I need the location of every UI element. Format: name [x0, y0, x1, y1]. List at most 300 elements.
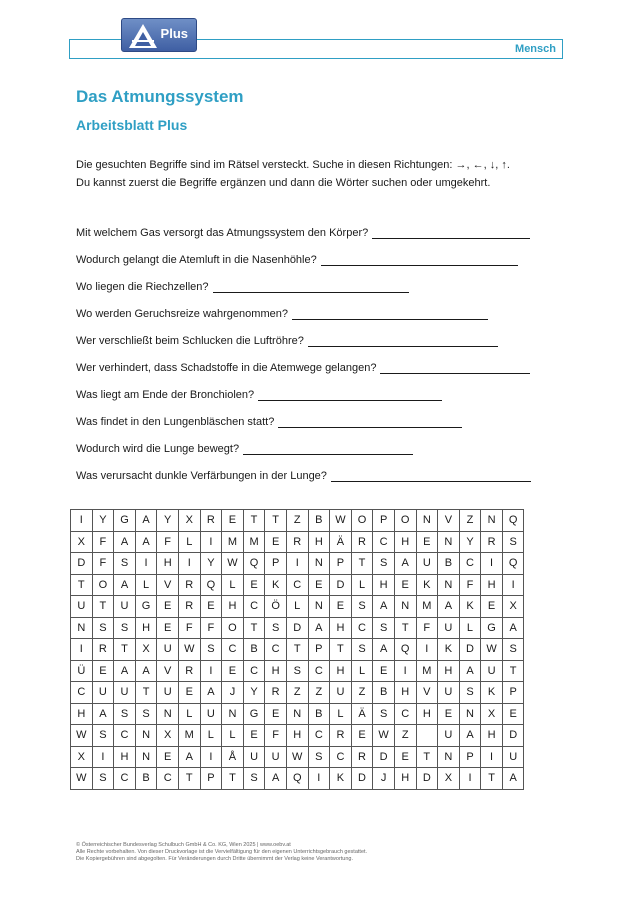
grid-cell[interactable]: A	[438, 596, 460, 618]
grid-cell[interactable]: A	[373, 596, 395, 618]
grid-cell[interactable]: E	[416, 531, 438, 553]
grid-cell[interactable]: C	[243, 660, 265, 682]
grid-cell[interactable]: E	[308, 574, 330, 596]
grid-cell[interactable]: N	[394, 596, 416, 618]
grid-cell[interactable]: J	[222, 682, 244, 704]
grid-cell[interactable]: V	[157, 574, 179, 596]
grid-cell[interactable]: C	[308, 660, 330, 682]
grid-cell[interactable]: T	[243, 617, 265, 639]
grid-cell[interactable]: Z	[286, 682, 308, 704]
grid-cell[interactable]: C	[222, 639, 244, 661]
grid-cell[interactable]: X	[71, 746, 93, 768]
question-text: Wo liegen die Riechzellen?	[76, 280, 209, 293]
grid-cell[interactable]: H	[135, 617, 157, 639]
grid-cell[interactable]: F	[157, 531, 179, 553]
answer-line[interactable]	[243, 443, 413, 455]
grid-cell[interactable]: A	[459, 660, 481, 682]
answer-line[interactable]	[380, 362, 530, 374]
grid-cell[interactable]: F	[200, 617, 222, 639]
grid-cell[interactable]: K	[265, 574, 287, 596]
grid-cell[interactable]: R	[286, 531, 308, 553]
grid-cell[interactable]: X	[135, 639, 157, 661]
grid-cell[interactable]: E	[373, 660, 395, 682]
grid-cell[interactable]: I	[71, 639, 93, 661]
grid-cell[interactable]: L	[178, 531, 200, 553]
grid-cell[interactable]: A	[459, 725, 481, 747]
grid-cell[interactable]: Z	[459, 510, 481, 532]
grid-cell[interactable]: G	[114, 510, 136, 532]
grid-cell[interactable]: F	[265, 725, 287, 747]
grid-cell[interactable]: I	[286, 553, 308, 575]
grid-cell[interactable]: E	[438, 703, 460, 725]
grid-cell[interactable]: Ü	[71, 660, 93, 682]
grid-cell[interactable]: Q	[394, 639, 416, 661]
grid-cell[interactable]: V	[157, 660, 179, 682]
grid-cell[interactable]: L	[200, 725, 222, 747]
grid-cell[interactable]: A	[135, 531, 157, 553]
grid-cell[interactable]: I	[71, 510, 93, 532]
grid-cell[interactable]: L	[178, 703, 200, 725]
grid-cell[interactable]: F	[92, 553, 114, 575]
grid-cell[interactable]: S	[114, 553, 136, 575]
grid-cell[interactable]: E	[351, 725, 373, 747]
grid-cell[interactable]: U	[114, 596, 136, 618]
grid-cell[interactable]: S	[351, 596, 373, 618]
grid-cell[interactable]: H	[481, 725, 503, 747]
grid-cell[interactable]: Z	[308, 682, 330, 704]
grid-cell[interactable]: U	[157, 639, 179, 661]
grid-cell[interactable]: H	[330, 617, 352, 639]
grid-cell[interactable]: R	[330, 725, 352, 747]
grid-cell[interactable]: U	[502, 746, 524, 768]
grid-cell[interactable]: S	[265, 617, 287, 639]
grid-cell[interactable]: L	[286, 596, 308, 618]
grid-cell[interactable]: D	[286, 617, 308, 639]
grid-cell[interactable]: N	[286, 703, 308, 725]
grid-cell[interactable]: L	[351, 574, 373, 596]
grid-cell[interactable]: U	[330, 682, 352, 704]
grid-cell[interactable]: C	[265, 639, 287, 661]
grid-cell[interactable]: G	[135, 596, 157, 618]
answer-line[interactable]	[213, 281, 409, 293]
grid-cell[interactable]: S	[92, 768, 114, 790]
grid-cell[interactable]: A	[394, 553, 416, 575]
grid-cell[interactable]: L	[222, 725, 244, 747]
grid-cell[interactable]: S	[502, 639, 524, 661]
grid-cell[interactable]: X	[157, 725, 179, 747]
grid-cell[interactable]: S	[373, 617, 395, 639]
grid-cell[interactable]: C	[330, 746, 352, 768]
grid-cell[interactable]: T	[135, 682, 157, 704]
grid-cell[interactable]: Y	[92, 510, 114, 532]
grid-cell[interactable]: C	[459, 553, 481, 575]
grid-cell[interactable]: E	[157, 596, 179, 618]
grid-cell[interactable]: E	[394, 746, 416, 768]
grid-cell[interactable]: T	[502, 660, 524, 682]
grid-cell[interactable]: P	[502, 682, 524, 704]
grid-cell[interactable]: U	[71, 596, 93, 618]
grid-cell[interactable]: I	[481, 553, 503, 575]
grid-cell[interactable]	[416, 725, 438, 747]
grid-cell[interactable]: Y	[243, 682, 265, 704]
grid-cell[interactable]: S	[92, 617, 114, 639]
grid-cell[interactable]: B	[373, 682, 395, 704]
grid-cell[interactable]: I	[308, 768, 330, 790]
grid-cell[interactable]: B	[308, 510, 330, 532]
grid-row	[71, 510, 524, 532]
grid-cell[interactable]: U	[243, 746, 265, 768]
grid-cell[interactable]: R	[351, 746, 373, 768]
grid-cell[interactable]: P	[373, 510, 395, 532]
grid-cell[interactable]: I	[178, 553, 200, 575]
grid-cell[interactable]: E	[330, 596, 352, 618]
grid-cell[interactable]: V	[438, 510, 460, 532]
grid-cell[interactable]: O	[222, 617, 244, 639]
grid-cell[interactable]: Q	[502, 510, 524, 532]
grid-cell[interactable]: A	[200, 682, 222, 704]
grid-cell[interactable]: I	[502, 574, 524, 596]
grid-cell[interactable]: N	[308, 596, 330, 618]
grid-cell[interactable]: E	[157, 746, 179, 768]
grid-cell[interactable]: M	[243, 531, 265, 553]
grid-cell[interactable]: E	[265, 703, 287, 725]
question-item	[76, 381, 576, 408]
grid-cell[interactable]: T	[481, 768, 503, 790]
grid-cell[interactable]: X	[178, 510, 200, 532]
grid-cell[interactable]: E	[243, 725, 265, 747]
grid-cell[interactable]: T	[114, 639, 136, 661]
grid-cell[interactable]: Z	[351, 682, 373, 704]
question-item	[76, 435, 576, 462]
grid-cell[interactable]: L	[135, 574, 157, 596]
grid-cell[interactable]: T	[286, 639, 308, 661]
grid-cell[interactable]: Y	[157, 510, 179, 532]
grid-cell[interactable]: H	[394, 682, 416, 704]
grid-cell[interactable]: H	[308, 531, 330, 553]
grid-cell[interactable]: S	[135, 703, 157, 725]
grid-cell[interactable]: E	[394, 574, 416, 596]
grid-cell[interactable]: L	[459, 617, 481, 639]
grid-cell[interactable]: X	[481, 703, 503, 725]
grid-cell[interactable]: C	[243, 596, 265, 618]
grid-cell[interactable]: N	[438, 574, 460, 596]
grid-cell[interactable]: B	[135, 768, 157, 790]
grid-cell[interactable]: A	[114, 574, 136, 596]
grid-cell[interactable]: Ä	[330, 531, 352, 553]
grid-cell[interactable]: U	[481, 660, 503, 682]
grid-cell[interactable]: V	[416, 682, 438, 704]
grid-cell[interactable]: D	[416, 768, 438, 790]
grid-cell[interactable]: S	[114, 617, 136, 639]
grid-cell[interactable]: T	[330, 639, 352, 661]
question-item	[76, 462, 576, 489]
grid-cell[interactable]: N	[135, 746, 157, 768]
grid-cell[interactable]: U	[157, 682, 179, 704]
grid-cell[interactable]: I	[135, 553, 157, 575]
grid-cell[interactable]: D	[373, 746, 395, 768]
grid-cell[interactable]: T	[71, 574, 93, 596]
grid-cell[interactable]: A	[114, 660, 136, 682]
grid-cell[interactable]: G	[243, 703, 265, 725]
grid-cell[interactable]: U	[438, 725, 460, 747]
grid-cell[interactable]: C	[114, 768, 136, 790]
grid-cell[interactable]: I	[200, 531, 222, 553]
grid-cell[interactable]: P	[308, 639, 330, 661]
grid-cell[interactable]: K	[481, 682, 503, 704]
grid-cell[interactable]: M	[416, 660, 438, 682]
grid-cell[interactable]: S	[459, 682, 481, 704]
grid-cell[interactable]: A	[265, 768, 287, 790]
grid-cell[interactable]: C	[286, 574, 308, 596]
grid-cell[interactable]: U	[200, 703, 222, 725]
grid-cell[interactable]: F	[178, 617, 200, 639]
grid-cell[interactable]: A	[502, 617, 524, 639]
grid-cell[interactable]: R	[265, 682, 287, 704]
grid-cell[interactable]: S	[286, 660, 308, 682]
grid-cell[interactable]: H	[481, 574, 503, 596]
grid-cell[interactable]: Q	[200, 574, 222, 596]
grid-cell[interactable]: A	[135, 510, 157, 532]
grid-cell[interactable]: S	[114, 703, 136, 725]
question-text: Was findet in den Lungenbläschen statt?	[76, 415, 275, 428]
grid-cell[interactable]: O	[394, 510, 416, 532]
grid-cell[interactable]: S	[308, 746, 330, 768]
answer-line[interactable]	[321, 254, 518, 266]
grid-cell[interactable]: E	[222, 510, 244, 532]
grid-cell[interactable]: R	[178, 660, 200, 682]
grid-cell[interactable]: F	[459, 574, 481, 596]
grid-cell[interactable]: P	[265, 553, 287, 575]
grid-cell[interactable]: U	[265, 746, 287, 768]
grid-cell[interactable]: L	[222, 574, 244, 596]
grid-cell[interactable]: T	[243, 510, 265, 532]
grid-cell[interactable]: I	[394, 660, 416, 682]
question-item	[76, 300, 576, 327]
grid-cell[interactable]: N	[438, 531, 460, 553]
grid-cell[interactable]: U	[438, 682, 460, 704]
answer-line[interactable]	[331, 470, 531, 482]
grid-cell[interactable]: H	[394, 768, 416, 790]
grid-cell[interactable]: E	[200, 596, 222, 618]
grid-cell[interactable]: D	[502, 725, 524, 747]
grid-cell[interactable]: N	[438, 746, 460, 768]
grid-cell[interactable]: A	[373, 639, 395, 661]
grid-cell[interactable]: S	[243, 768, 265, 790]
grid-cell[interactable]: H	[157, 553, 179, 575]
grid-cell[interactable]: Y	[459, 531, 481, 553]
grid-cell[interactable]: W	[178, 639, 200, 661]
grid-cell[interactable]: A	[135, 660, 157, 682]
grid-cell[interactable]: F	[92, 531, 114, 553]
grid-cell[interactable]: H	[394, 531, 416, 553]
grid-cell[interactable]: B	[438, 553, 460, 575]
grid-cell[interactable]: E	[92, 660, 114, 682]
grid-cell[interactable]: W	[330, 510, 352, 532]
grid-cell[interactable]: H	[438, 660, 460, 682]
grid-cell[interactable]: Z	[286, 510, 308, 532]
answer-line[interactable]	[292, 308, 488, 320]
grid-cell[interactable]: Å	[222, 746, 244, 768]
grid-cell[interactable]: S	[373, 703, 395, 725]
grid-cell[interactable]: K	[459, 596, 481, 618]
grid-cell[interactable]: T	[351, 553, 373, 575]
grid-cell[interactable]: X	[71, 531, 93, 553]
grid-cell[interactable]: S	[200, 639, 222, 661]
grid-cell[interactable]: E	[265, 531, 287, 553]
grid-cell[interactable]: N	[459, 703, 481, 725]
grid-row	[71, 553, 524, 575]
grid-cell[interactable]: Ä	[351, 703, 373, 725]
grid-cell[interactable]: A	[178, 746, 200, 768]
grid-cell[interactable]: W	[222, 553, 244, 575]
grid-cell[interactable]: E	[157, 617, 179, 639]
grid-cell[interactable]: P	[459, 746, 481, 768]
grid-cell[interactable]: N	[308, 553, 330, 575]
grid-cell[interactable]: R	[178, 574, 200, 596]
grid-cell[interactable]: I	[416, 639, 438, 661]
grid-row	[71, 639, 524, 661]
grid-cell[interactable]: C	[71, 682, 93, 704]
grid-cell[interactable]: K	[330, 768, 352, 790]
grid-cell[interactable]: U	[438, 617, 460, 639]
grid-cell[interactable]: C	[394, 703, 416, 725]
grid-cell[interactable]: S	[92, 725, 114, 747]
grid-cell[interactable]: L	[351, 660, 373, 682]
grid-cell[interactable]: N	[135, 725, 157, 747]
grid-cell[interactable]: L	[330, 703, 352, 725]
grid-cell[interactable]: Q	[243, 553, 265, 575]
grid-cell[interactable]: W	[481, 639, 503, 661]
category-label: Mensch	[515, 43, 556, 55]
grid-cell[interactable]: F	[416, 617, 438, 639]
word-search-grid-body	[71, 510, 524, 790]
grid-cell[interactable]: S	[373, 553, 395, 575]
grid-cell[interactable]: X	[502, 596, 524, 618]
grid-cell[interactable]: C	[308, 725, 330, 747]
grid-cell[interactable]: O	[92, 574, 114, 596]
grid-cell[interactable]: Q	[502, 553, 524, 575]
grid-cell[interactable]: N	[71, 617, 93, 639]
grid-cell[interactable]: Q	[286, 768, 308, 790]
grid-cell[interactable]: N	[222, 703, 244, 725]
grid-cell[interactable]: W	[286, 746, 308, 768]
grid-cell[interactable]: C	[373, 531, 395, 553]
answer-line[interactable]	[372, 227, 530, 239]
publisher-logo	[121, 18, 197, 52]
grid-row	[71, 725, 524, 747]
grid-cell[interactable]: H	[114, 746, 136, 768]
grid-cell[interactable]: D	[330, 574, 352, 596]
grid-cell[interactable]: J	[373, 768, 395, 790]
grid-cell[interactable]: U	[114, 682, 136, 704]
question-text: Wodurch wird die Lunge bewegt?	[76, 442, 240, 455]
instruction-line: Die gesuchten Begriffe sind im Rätsel versteckt. Suche in diesen Richtungen: →, ←, ↓, ↑.	[76, 159, 510, 171]
grid-cell[interactable]: B	[243, 639, 265, 661]
grid-cell[interactable]: U	[92, 682, 114, 704]
grid-cell[interactable]: K	[416, 574, 438, 596]
answer-line[interactable]	[258, 389, 442, 401]
grid-cell[interactable]: R	[351, 531, 373, 553]
grid-cell[interactable]: C	[157, 768, 179, 790]
grid-cell[interactable]: N	[157, 703, 179, 725]
grid-cell[interactable]: K	[438, 639, 460, 661]
grid-cell[interactable]: I	[459, 768, 481, 790]
grid-cell[interactable]: H	[373, 574, 395, 596]
grid-cell[interactable]: C	[351, 617, 373, 639]
grid-cell[interactable]: E	[502, 703, 524, 725]
grid-cell[interactable]: A	[502, 768, 524, 790]
grid-cell[interactable]: W	[373, 725, 395, 747]
grid-cell[interactable]: I	[481, 746, 503, 768]
grid-cell[interactable]: H	[416, 703, 438, 725]
grid-cell[interactable]: R	[481, 531, 503, 553]
grid-cell[interactable]: M	[178, 725, 200, 747]
grid-cell[interactable]: E	[222, 660, 244, 682]
grid-cell[interactable]: T	[394, 617, 416, 639]
grid-cell[interactable]: T	[416, 746, 438, 768]
grid-cell[interactable]: W	[71, 725, 93, 747]
grid-cell[interactable]: C	[114, 725, 136, 747]
grid-cell[interactable]: A	[92, 703, 114, 725]
grid-cell[interactable]: T	[222, 768, 244, 790]
grid-cell[interactable]: P	[330, 553, 352, 575]
grid-cell[interactable]: W	[71, 768, 93, 790]
grid-cell[interactable]: N	[416, 510, 438, 532]
grid-cell[interactable]: Z	[394, 725, 416, 747]
grid-cell[interactable]: H	[71, 703, 93, 725]
grid-cell[interactable]: D	[71, 553, 93, 575]
answer-line[interactable]	[278, 416, 462, 428]
grid-cell[interactable]: N	[481, 510, 503, 532]
grid-cell[interactable]: E	[481, 596, 503, 618]
grid-cell[interactable]: U	[416, 553, 438, 575]
grid-cell[interactable]: R	[178, 596, 200, 618]
grid-cell[interactable]: O	[351, 510, 373, 532]
grid-cell[interactable]: S	[502, 531, 524, 553]
grid-cell[interactable]: R	[200, 510, 222, 532]
grid-cell[interactable]: E	[243, 574, 265, 596]
grid-cell[interactable]: A	[308, 617, 330, 639]
grid-cell[interactable]: T	[265, 510, 287, 532]
grid-cell[interactable]: H	[330, 660, 352, 682]
grid-cell[interactable]: R	[92, 639, 114, 661]
grid-cell[interactable]: H	[222, 596, 244, 618]
grid-cell[interactable]: G	[481, 617, 503, 639]
answer-line[interactable]	[308, 335, 498, 347]
grid-cell[interactable]: S	[351, 639, 373, 661]
question-item	[76, 273, 576, 300]
grid-row	[71, 703, 524, 725]
grid-cell[interactable]: T	[178, 768, 200, 790]
grid-cell[interactable]: I	[200, 746, 222, 768]
grid-cell[interactable]: B	[308, 703, 330, 725]
grid-cell[interactable]: M	[416, 596, 438, 618]
grid-cell[interactable]: P	[200, 768, 222, 790]
grid-cell[interactable]: I	[200, 660, 222, 682]
grid-cell[interactable]: Y	[200, 553, 222, 575]
grid-cell[interactable]: T	[92, 596, 114, 618]
grid-cell[interactable]: E	[178, 682, 200, 704]
grid-cell[interactable]: H	[265, 660, 287, 682]
grid-cell[interactable]: I	[92, 746, 114, 768]
grid-cell[interactable]: D	[351, 768, 373, 790]
grid-cell[interactable]: D	[459, 639, 481, 661]
grid-cell[interactable]: A	[114, 531, 136, 553]
grid-cell[interactable]: H	[286, 725, 308, 747]
grid-cell[interactable]: M	[222, 531, 244, 553]
grid-cell[interactable]: X	[438, 768, 460, 790]
grid-cell[interactable]: Ö	[265, 596, 287, 618]
